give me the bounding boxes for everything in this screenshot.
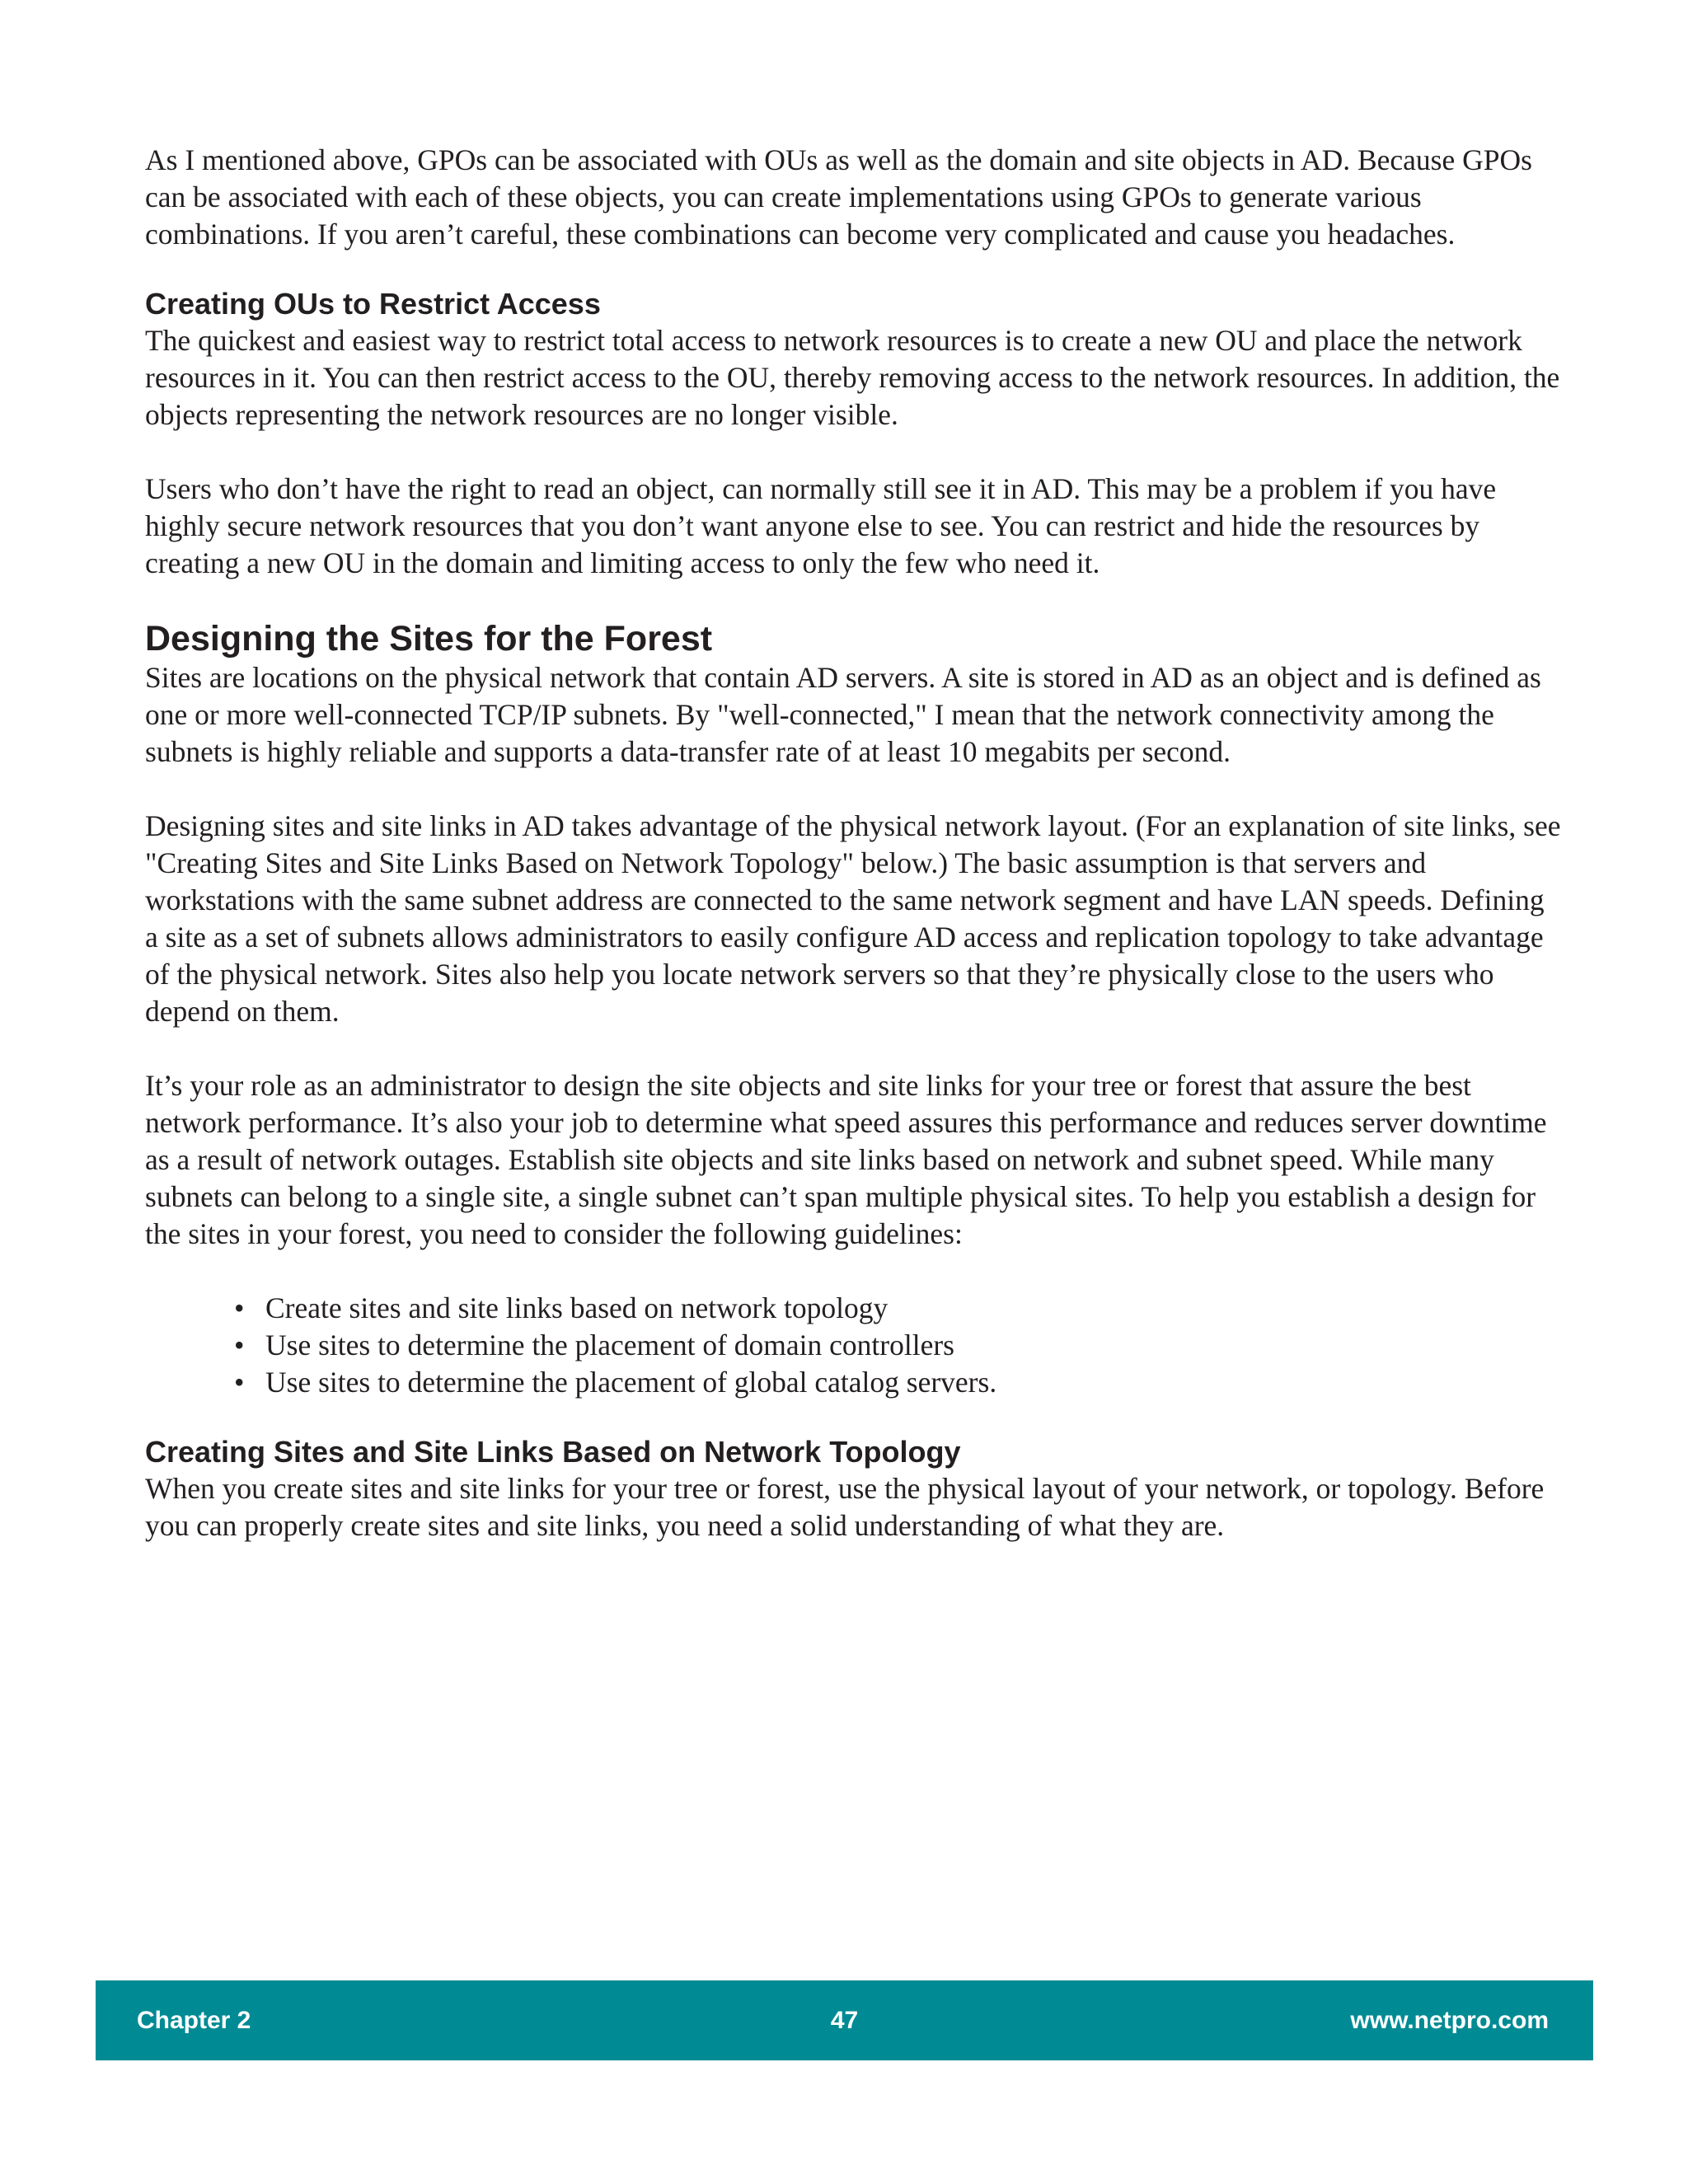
list-item-text: Create sites and site links based on network topology [265, 1291, 889, 1324]
intro-paragraph: As I mentioned above, GPOs can be associated with OUs as well as the domain and site objects in AD. Because GPOs can be associated with each of these objects, you can create implementations using GPOs to generate various combinations. If you aren’t careful, these combinations can become very complicated and cause you headaches. [145, 143, 1532, 251]
bullet-icon: • [234, 1291, 245, 1324]
list-item [234, 1327, 1563, 1364]
list-item-text: Use sites to determine the placement of domain controllers [265, 1329, 954, 1361]
sites-paragraph-2: Designing sites and site links in AD takes advantage of the physical network layout. (For an explanation of site links, see "Creating Sites and Site Links Based on Network Topology" below.) The basic assumption is that servers and workstations with the same subnet address are connected to the same network segment and have LAN speeds. Defining a site as a set of subnets allows administrators to easily configure AD access and replication topology to take advantage of the physical network. Sites also help you locate network servers so that they’re physically close to the users who depend on them. [145, 809, 1561, 1028]
ou-paragraph-2: Users who don’t have the right to read an object, can normally still see it in AD. This may be a problem if you have highly secure network resources that you don’t want anyone else to see. You can restrict and hide the resources by creating a new OU in the domain and limiting access to only the few who need it. [145, 472, 1497, 579]
page-body [145, 142, 1563, 1544]
footer-page-number: 47 [830, 2007, 859, 2034]
list-item [234, 1364, 1563, 1401]
bullet-icon: • [234, 1329, 245, 1361]
list-item-text: Use sites to determine the placement of global catalog servers. [265, 1366, 997, 1399]
guidelines-list [145, 1290, 1563, 1401]
ou-paragraph-1: The quickest and easiest way to restrict total access to network resources is to create a new OU and place the network resources in it. You can then restrict access to the OU, thereby removing access to the network resources. In addition, the objects representing the network resources are no longer visible. [145, 324, 1560, 431]
footer-url: www.netpro.com [1350, 2007, 1549, 2034]
sites-paragraph-3: It’s your role as an administrator to design the site objects and site links for your tree or forest that assure the best network performance. It’s also your job to determine what speed assures this performance and reduces server downtime as a result of network outages. Establish site objects and site links based on network and subnet speed. While many subnets can belong to a single site, a single subnet can’t span multiple physical sites. To help you establish a design for the sites in your forest, you need to consider the following guidelines: [145, 1069, 1547, 1250]
topology-section-heading: Creating Sites and Site Links Based on Network Topology [145, 1435, 961, 1469]
sites-paragraph-1: Sites are locations on the physical network that contain AD servers. A site is stored in AD as an object and is defined as one or more well-connected TCP/IP subnets. By "well-connected," I mean that the network connectivity among the subnets is highly reliable and supports a data-transfer rate of at least 10 megabits per second. [145, 661, 1541, 768]
ou-section-heading: Creating OUs to Restrict Access [145, 287, 601, 321]
bullet-icon: • [234, 1366, 245, 1399]
sites-section-heading: Designing the Sites for the Forest [145, 619, 713, 658]
footer-chapter: Chapter 2 [137, 2007, 251, 2034]
page-footer [96, 1980, 1593, 2060]
topology-paragraph: When you create sites and site links for your tree or forest, use the physical layout of your network, or topology. Before you can properly create sites and site links, you need a solid understanding of what they are. [145, 1472, 1545, 1542]
list-item [234, 1290, 1563, 1327]
